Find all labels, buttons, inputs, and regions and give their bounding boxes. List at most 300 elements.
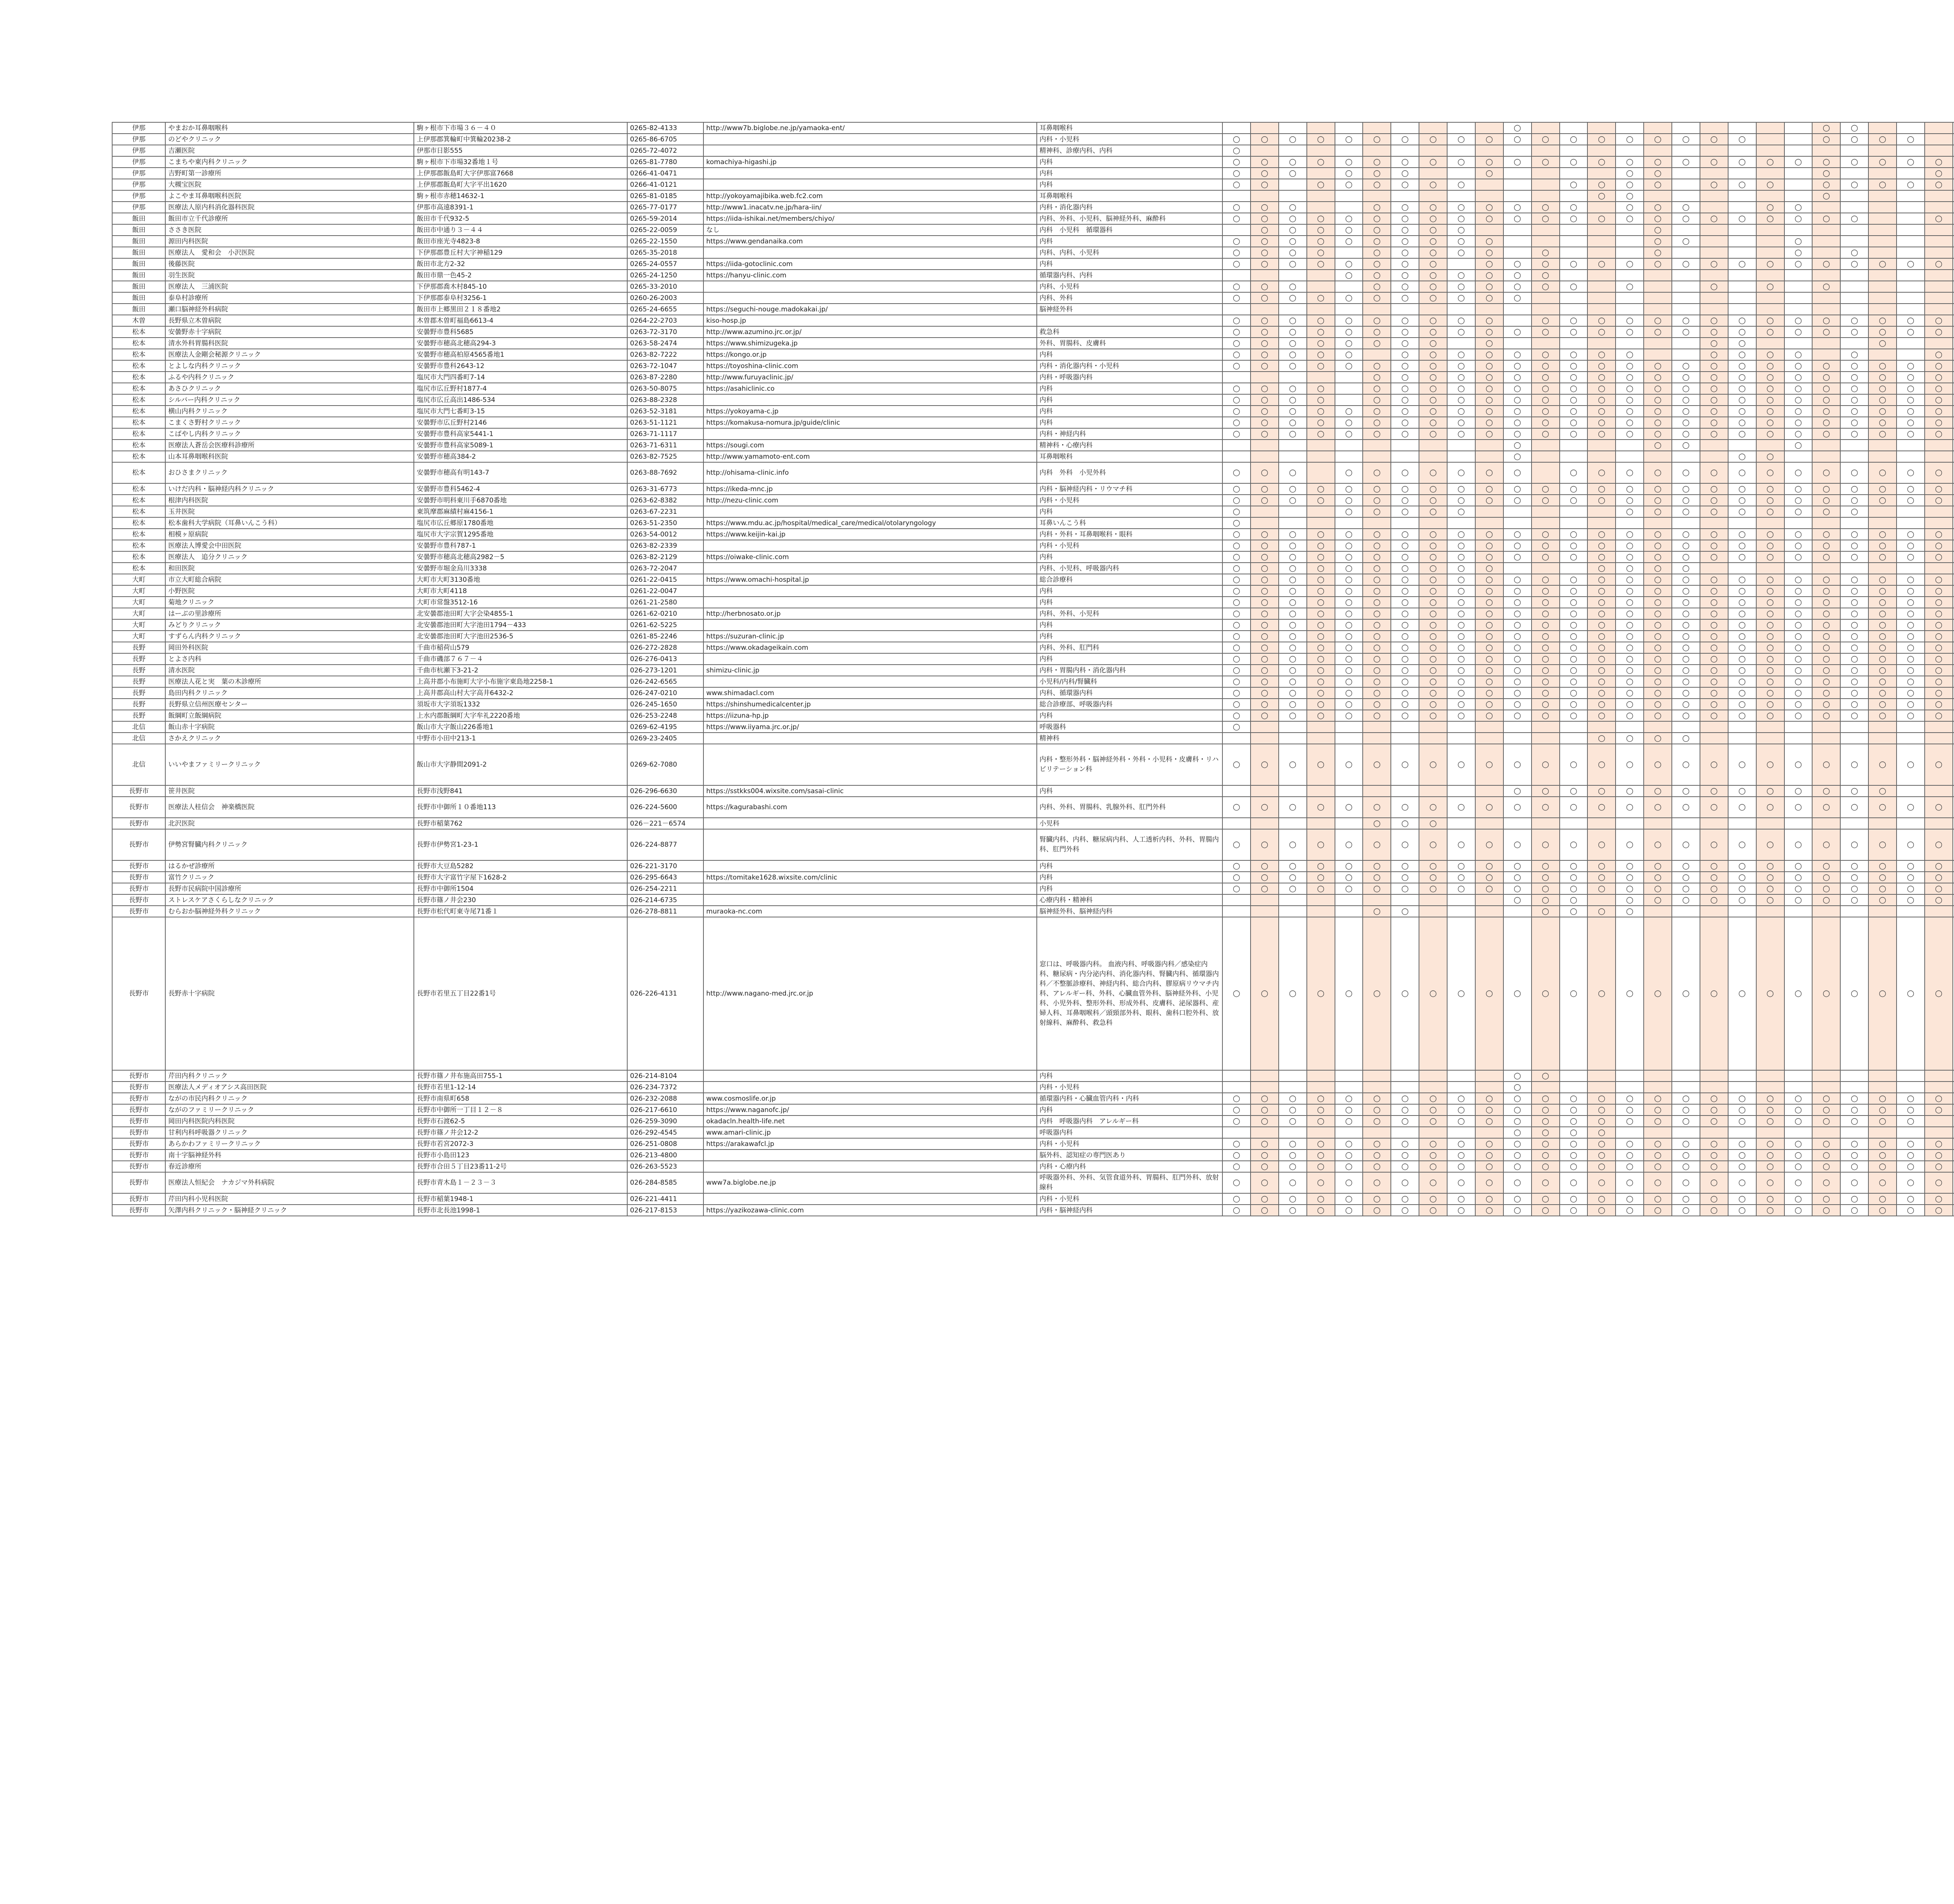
availability-mark: ○	[1587, 608, 1616, 619]
availability-mark	[1447, 451, 1475, 462]
cell-phone: 0265-24-6655	[627, 304, 703, 315]
availability-mark: ○	[1279, 608, 1307, 619]
availability-mark	[1840, 906, 1868, 917]
availability-mark	[1897, 304, 1925, 315]
availability-mark	[1335, 281, 1363, 292]
availability-mark: ○	[1391, 156, 1419, 168]
availability-mark	[1363, 733, 1391, 744]
availability-mark	[1447, 1070, 1475, 1082]
availability-mark: ○	[1672, 134, 1700, 145]
availability-mark: ○	[1532, 349, 1560, 360]
availability-mark: ○	[1251, 428, 1279, 440]
availability-mark: ○	[1587, 917, 1616, 1070]
availability-mark	[1447, 818, 1475, 829]
availability-mark: ○	[1335, 134, 1363, 145]
availability-mark: ○	[1532, 213, 1560, 224]
availability-mark: ○	[1447, 699, 1475, 710]
availability-mark: ○	[1756, 540, 1784, 551]
cell-area: 長野市	[112, 829, 165, 860]
availability-mark: ○	[1784, 540, 1813, 551]
cell-phone: 026-245-1650	[627, 699, 703, 710]
availability-mark: ○	[1335, 676, 1363, 687]
availability-mark: ○	[1419, 619, 1447, 631]
cell-url: https://suzuran-clinic.jp	[703, 631, 1037, 642]
availability-mark: ○	[1391, 574, 1419, 585]
availability-mark: ○	[1279, 687, 1307, 699]
availability-mark: ○	[1532, 417, 1560, 428]
availability-mark: ○	[1616, 883, 1644, 894]
availability-mark	[1503, 168, 1532, 179]
cell-department: 呼吸器内科	[1037, 1127, 1222, 1138]
availability-mark: ○	[1784, 699, 1813, 710]
availability-mark	[1700, 1127, 1728, 1138]
availability-mark: ○	[1503, 744, 1532, 785]
cell-address: 長野市浅野841	[414, 785, 627, 797]
availability-mark: ○	[1756, 179, 1784, 190]
availability-mark: ○	[1279, 631, 1307, 642]
cell-url	[703, 179, 1037, 190]
availability-mark: ○	[1756, 1172, 1784, 1193]
availability-mark: ○	[1335, 156, 1363, 168]
availability-mark: ○	[1503, 699, 1532, 710]
availability-mark: ○	[1728, 529, 1756, 540]
availability-mark: ○	[1812, 1205, 1840, 1216]
availability-mark: ○	[1532, 247, 1560, 258]
cell-area: 大町	[112, 597, 165, 608]
availability-mark: ○	[1784, 495, 1813, 506]
availability-mark: ○	[1363, 872, 1391, 883]
availability-mark	[1616, 224, 1644, 236]
availability-mark: ○	[1503, 653, 1532, 665]
availability-mark: ○	[1363, 1093, 1391, 1104]
availability-mark	[1335, 517, 1363, 529]
availability-mark: ○	[1363, 224, 1391, 236]
availability-mark: ○	[1363, 168, 1391, 179]
cell-department: 内科・胃腸内科・消化器内科	[1037, 665, 1222, 676]
availability-mark	[1587, 818, 1616, 829]
availability-mark: ○	[1672, 665, 1700, 676]
availability-mark: ○	[1279, 653, 1307, 665]
availability-mark: ○	[1363, 1138, 1391, 1150]
table-row	[112, 315, 1954, 326]
availability-mark: ○	[1756, 597, 1784, 608]
availability-mark: ○	[1868, 699, 1897, 710]
availability-mark	[1756, 517, 1784, 529]
availability-mark	[1532, 818, 1560, 829]
availability-mark: ○	[1587, 326, 1616, 338]
availability-mark: ○	[1756, 360, 1784, 372]
availability-mark	[1335, 818, 1363, 829]
availability-mark: ○	[1560, 394, 1588, 406]
availability-mark: ○	[1475, 1193, 1503, 1205]
availability-mark	[1897, 721, 1925, 733]
availability-mark: ○	[1672, 417, 1700, 428]
availability-mark	[1532, 506, 1560, 517]
cell-phone: 0265-24-1250	[627, 270, 703, 281]
cell-department: 内科	[1037, 506, 1222, 517]
availability-mark: ○	[1587, 258, 1616, 270]
cell-department: 内科・心療内科	[1037, 1161, 1222, 1172]
cell-url: https://www.gendanaika.com	[703, 236, 1037, 247]
availability-mark	[1222, 224, 1251, 236]
availability-mark: ○	[1560, 1127, 1588, 1138]
availability-mark	[1756, 1082, 1784, 1093]
availability-mark: ○	[1672, 917, 1700, 1070]
cell-clinic-name: みどりクリニック	[165, 619, 414, 631]
availability-mark: ○	[1335, 1150, 1363, 1161]
availability-mark: ○	[1897, 326, 1925, 338]
availability-mark: ○	[1784, 383, 1813, 394]
table-row	[112, 917, 1954, 1070]
availability-mark: ○	[1756, 785, 1784, 797]
availability-mark	[1616, 818, 1644, 829]
cell-area: 伊那	[112, 168, 165, 179]
availability-mark: ○	[1616, 785, 1644, 797]
cell-department: 内科・小児科	[1037, 495, 1222, 506]
availability-mark	[1784, 134, 1813, 145]
availability-mark: ○	[1447, 829, 1475, 860]
availability-mark: ○	[1728, 653, 1756, 665]
availability-mark: ○	[1475, 338, 1503, 349]
availability-mark: ○	[1419, 563, 1447, 574]
availability-mark	[1587, 304, 1616, 315]
availability-mark: ○	[1644, 247, 1672, 258]
availability-mark: ○	[1391, 529, 1419, 540]
availability-mark: ○	[1419, 258, 1447, 270]
table-row	[112, 1172, 1954, 1193]
availability-mark: ○	[1391, 247, 1419, 258]
availability-mark: ○	[1532, 676, 1560, 687]
availability-mark: ○	[1587, 744, 1616, 785]
availability-mark: ○	[1532, 483, 1560, 495]
table-row	[112, 1116, 1954, 1127]
cell-area: 長野市	[112, 785, 165, 797]
availability-mark: ○	[1222, 529, 1251, 540]
availability-mark: ○	[1897, 917, 1925, 1070]
availability-mark: ○	[1560, 1138, 1588, 1150]
availability-mark: ○	[1840, 1193, 1868, 1205]
cell-url: http://www.yamamoto-ent.com	[703, 451, 1037, 462]
availability-mark: ○	[1335, 665, 1363, 676]
availability-mark: ○	[1897, 1150, 1925, 1161]
availability-mark: ○	[1840, 1150, 1868, 1161]
cell-address: 飯田市上郷黒田２１８番地2	[414, 304, 627, 315]
availability-mark: ○	[1532, 860, 1560, 872]
availability-mark: ○	[1222, 134, 1251, 145]
cell-department: 耳鼻咽喉科	[1037, 451, 1222, 462]
cell-area: 伊那	[112, 179, 165, 190]
availability-mark: ○	[1251, 883, 1279, 894]
availability-mark: ○	[1587, 372, 1616, 383]
availability-mark	[1307, 462, 1335, 483]
availability-mark: ○	[1672, 1172, 1700, 1193]
availability-mark: ○	[1897, 428, 1925, 440]
availability-mark	[1756, 304, 1784, 315]
availability-mark: ○	[1447, 1116, 1475, 1127]
availability-mark: ○	[1475, 247, 1503, 258]
availability-mark: ○	[1812, 619, 1840, 631]
cell-url: okadacln.health-life.net	[703, 1116, 1037, 1127]
cell-phone: 026-214-8104	[627, 1070, 703, 1082]
cell-clinic-name: 医療法人 追分クリニック	[165, 551, 414, 563]
cell-clinic-name: 清水医院	[165, 665, 414, 676]
availability-mark: ○	[1587, 585, 1616, 597]
availability-mark	[1391, 304, 1419, 315]
availability-mark: ○	[1363, 315, 1391, 326]
availability-mark	[1532, 721, 1560, 733]
availability-mark	[1251, 1070, 1279, 1082]
availability-mark: ○	[1447, 202, 1475, 213]
availability-mark: ○	[1784, 860, 1813, 872]
availability-mark	[1447, 258, 1475, 270]
availability-mark: ○	[1475, 676, 1503, 687]
availability-mark: ○	[1419, 699, 1447, 710]
availability-mark	[1925, 506, 1953, 517]
availability-mark	[1560, 247, 1588, 258]
availability-mark: ○	[1560, 699, 1588, 710]
availability-mark: ○	[1335, 797, 1363, 818]
cell-url: https://seguchi-nouge.madokakai.jp/	[703, 304, 1037, 315]
cell-url: http://www1.inacatv.ne.jp/hara-iin/	[703, 202, 1037, 213]
availability-mark: ○	[1812, 1193, 1840, 1205]
availability-mark	[1925, 1116, 1953, 1127]
availability-mark: ○	[1363, 797, 1391, 818]
availability-mark	[1503, 315, 1532, 326]
availability-mark: ○	[1307, 676, 1335, 687]
availability-mark	[1587, 122, 1616, 134]
availability-mark: ○	[1644, 483, 1672, 495]
availability-mark	[1868, 906, 1897, 917]
availability-mark: ○	[1335, 270, 1363, 281]
availability-mark: ○	[1307, 551, 1335, 563]
availability-mark: ○	[1419, 744, 1447, 785]
availability-mark: ○	[1391, 326, 1419, 338]
availability-mark: ○	[1391, 1104, 1419, 1116]
availability-mark	[1897, 818, 1925, 829]
cell-area: 大町	[112, 585, 165, 597]
cell-url: https://tomitake1628.wixsite.com/clinic	[703, 872, 1037, 883]
availability-mark: ○	[1503, 1138, 1532, 1150]
availability-mark: ○	[1560, 894, 1588, 906]
availability-mark: ○	[1644, 506, 1672, 517]
availability-mark: ○	[1756, 428, 1784, 440]
availability-mark: ○	[1307, 699, 1335, 710]
availability-mark: ○	[1447, 1138, 1475, 1150]
availability-mark: ○	[1335, 619, 1363, 631]
availability-mark: ○	[1391, 483, 1419, 495]
availability-mark: ○	[1897, 676, 1925, 687]
availability-mark: ○	[1868, 258, 1897, 270]
availability-mark: ○	[1419, 270, 1447, 281]
availability-mark: ○	[1307, 292, 1335, 304]
availability-mark: ○	[1335, 917, 1363, 1070]
availability-mark: ○	[1644, 1205, 1672, 1216]
cell-clinic-name: さかえクリニック	[165, 733, 414, 744]
cell-clinic-name: 長野赤十字病院	[165, 917, 414, 1070]
availability-mark: ○	[1756, 631, 1784, 642]
cell-phone: 026-273-1201	[627, 665, 703, 676]
availability-mark: ○	[1475, 585, 1503, 597]
availability-mark: ○	[1868, 1205, 1897, 1216]
cell-department: 内科・小児科	[1037, 1082, 1222, 1093]
availability-mark: ○	[1503, 665, 1532, 676]
cell-phone: 0265-77-0177	[627, 202, 703, 213]
availability-mark	[1587, 236, 1616, 247]
availability-mark: ○	[1335, 428, 1363, 440]
availability-mark: ○	[1419, 315, 1447, 326]
availability-mark: ○	[1840, 785, 1868, 797]
availability-mark: ○	[1307, 608, 1335, 619]
availability-mark: ○	[1616, 1193, 1644, 1205]
availability-mark	[1812, 1070, 1840, 1082]
availability-mark: ○	[1363, 665, 1391, 676]
cell-clinic-name: 岡田外科医院	[165, 642, 414, 653]
availability-mark: ○	[1587, 699, 1616, 710]
availability-mark: ○	[1700, 676, 1728, 687]
availability-mark	[1307, 1070, 1335, 1082]
availability-mark: ○	[1447, 349, 1475, 360]
availability-mark: ○	[1587, 360, 1616, 372]
availability-mark: ○	[1812, 372, 1840, 383]
cell-department: 内科・小児科	[1037, 1193, 1222, 1205]
availability-mark: ○	[1897, 1138, 1925, 1150]
availability-mark	[1587, 270, 1616, 281]
cell-clinic-name: 医療法人 愛和会 小沢医院	[165, 247, 414, 258]
availability-mark: ○	[1222, 406, 1251, 417]
availability-mark	[1925, 281, 1953, 292]
availability-mark: ○	[1503, 585, 1532, 597]
availability-mark: ○	[1532, 540, 1560, 551]
availability-mark: ○	[1784, 1116, 1813, 1127]
availability-mark	[1532, 179, 1560, 190]
availability-mark: ○	[1756, 462, 1784, 483]
availability-mark: ○	[1897, 1172, 1925, 1193]
availability-mark	[1587, 338, 1616, 349]
availability-mark	[1897, 122, 1925, 134]
availability-mark: ○	[1587, 676, 1616, 687]
availability-mark	[1897, 145, 1925, 156]
availability-mark: ○	[1222, 917, 1251, 1070]
availability-mark	[1279, 733, 1307, 744]
availability-mark	[1700, 818, 1728, 829]
availability-mark: ○	[1391, 338, 1419, 349]
availability-mark: ○	[1363, 462, 1391, 483]
availability-mark	[1756, 190, 1784, 202]
cell-clinic-name: ふるや内科クリニック	[165, 372, 414, 383]
availability-mark: ○	[1503, 372, 1532, 383]
availability-mark	[1812, 451, 1840, 462]
availability-mark: ○	[1419, 1116, 1447, 1127]
availability-mark	[1335, 894, 1363, 906]
availability-mark	[1644, 349, 1672, 360]
availability-mark: ○	[1532, 597, 1560, 608]
availability-mark: ○	[1616, 529, 1644, 540]
availability-mark: ○	[1447, 360, 1475, 372]
availability-mark	[1447, 304, 1475, 315]
availability-mark	[1925, 338, 1953, 349]
availability-mark: ○	[1503, 551, 1532, 563]
availability-mark: ○	[1587, 665, 1616, 676]
availability-mark	[1784, 338, 1813, 349]
availability-mark: ○	[1419, 1205, 1447, 1216]
availability-mark: ○	[1812, 428, 1840, 440]
availability-mark: ○	[1532, 906, 1560, 917]
availability-mark: ○	[1925, 394, 1953, 406]
availability-mark: ○	[1700, 506, 1728, 517]
availability-mark: ○	[1728, 315, 1756, 326]
availability-mark	[1840, 202, 1868, 213]
table-row	[112, 292, 1954, 304]
availability-mark: ○	[1700, 326, 1728, 338]
availability-mark	[1756, 292, 1784, 304]
availability-mark: ○	[1363, 710, 1391, 721]
table-row	[112, 710, 1954, 721]
availability-mark: ○	[1363, 917, 1391, 1070]
availability-mark: ○	[1728, 797, 1756, 818]
availability-mark: ○	[1700, 529, 1728, 540]
availability-mark: ○	[1222, 1104, 1251, 1116]
availability-mark: ○	[1222, 315, 1251, 326]
cell-department: 循環器内科、内科	[1037, 270, 1222, 281]
availability-mark: ○	[1222, 665, 1251, 676]
availability-mark: ○	[1391, 292, 1419, 304]
availability-mark: ○	[1363, 1193, 1391, 1205]
availability-mark: ○	[1587, 1193, 1616, 1205]
availability-mark: ○	[1728, 665, 1756, 676]
cell-clinic-name: よこやま耳鼻咽喉科医院	[165, 190, 414, 202]
cell-department: 内科・消化器内科・小児科	[1037, 360, 1222, 372]
availability-mark: ○	[1756, 394, 1784, 406]
availability-mark: ○	[1616, 733, 1644, 744]
availability-mark	[1307, 372, 1335, 383]
availability-mark: ○	[1728, 1205, 1756, 1216]
availability-mark: ○	[1419, 529, 1447, 540]
cell-url: https://sougi.com	[703, 440, 1037, 451]
availability-mark: ○	[1644, 440, 1672, 451]
cell-address: 上伊那郡飯島町大字平出1620	[414, 179, 627, 190]
availability-mark: ○	[1812, 1172, 1840, 1193]
cell-clinic-name: 玉井医院	[165, 506, 414, 517]
table-row	[112, 1138, 1954, 1150]
cell-phone: 0263-31-6773	[627, 483, 703, 495]
availability-mark: ○	[1756, 710, 1784, 721]
availability-mark: ○	[1503, 258, 1532, 270]
cell-area: 北信	[112, 721, 165, 733]
availability-mark: ○	[1812, 744, 1840, 785]
availability-mark: ○	[1391, 818, 1419, 829]
cell-department: 呼吸器外科、外科、気管食道外科、胃腸科、肛門外科、放射線科	[1037, 1172, 1222, 1193]
availability-mark: ○	[1925, 1205, 1953, 1216]
table-row	[112, 906, 1954, 917]
availability-mark: ○	[1363, 270, 1391, 281]
availability-mark: ○	[1419, 1193, 1447, 1205]
availability-mark: ○	[1897, 483, 1925, 495]
availability-mark: ○	[1840, 529, 1868, 540]
cell-area: 飯田	[112, 236, 165, 247]
availability-mark	[1587, 1082, 1616, 1093]
availability-mark	[1925, 517, 1953, 529]
availability-mark: ○	[1616, 829, 1644, 860]
availability-mark: ○	[1419, 608, 1447, 619]
availability-mark: ○	[1363, 529, 1391, 540]
table-row	[112, 440, 1954, 451]
availability-mark: ○	[1644, 202, 1672, 213]
availability-mark: ○	[1644, 179, 1672, 190]
availability-mark	[1475, 906, 1503, 917]
availability-mark: ○	[1897, 156, 1925, 168]
availability-mark	[1279, 1070, 1307, 1082]
availability-mark: ○	[1756, 574, 1784, 585]
